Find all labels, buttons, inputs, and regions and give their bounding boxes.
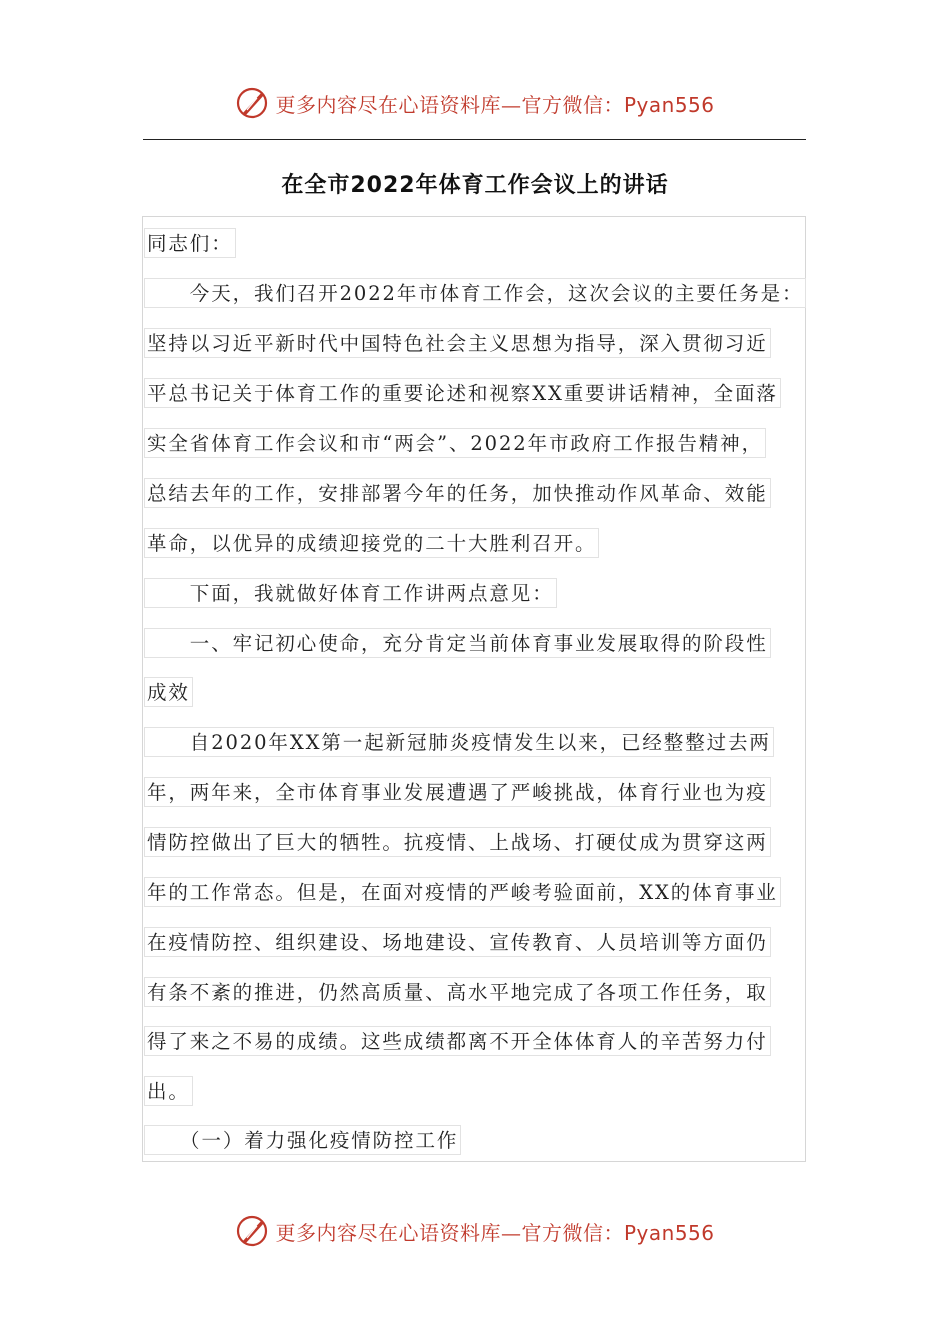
body-line: 出。 <box>144 1076 193 1106</box>
body-line: 实全省体育工作会议和市“两会”、2022年市政府工作报告精神， <box>144 428 766 458</box>
body-line: 同志们： <box>144 228 236 258</box>
header-divider <box>143 139 806 140</box>
banner-text <box>275 89 714 118</box>
banner-dash: — <box>500 1220 522 1245</box>
body-line: 成效 <box>144 677 193 707</box>
banner-slogan: 更多内容尽在心语资料库 <box>275 1220 501 1245</box>
body-line: 坚持以习近平新时代中国特色社会主义思想为指导，深入贯彻习近 <box>144 328 771 358</box>
body-line: 今天，我们召开2022年市体育工作会，这次会议的主要任务是： <box>144 278 806 308</box>
body-line: 一、牢记初心使命，充分肯定当前体育事业发展取得的阶段性 <box>144 628 771 658</box>
body-line: 平总书记关于体育工作的重要论述和视察XX重要讲话精神，全面落 <box>144 378 781 408</box>
banner-dash: — <box>500 92 522 117</box>
body-line: 自2020年XX第一起新冠肺炎疫情发生以来，已经整整过去两 <box>144 727 774 757</box>
quill-logo-icon <box>235 1214 269 1248</box>
body-line: （一）着力强化疫情防控工作 <box>144 1125 461 1155</box>
body-line: 革命，以优异的成绩迎接党的二十大胜利召开。 <box>144 528 599 558</box>
banner-wechat-label: 官方微信： <box>521 1220 624 1245</box>
banner-slogan: 更多内容尽在心语资料库 <box>275 92 501 117</box>
body-line: 总结去年的工作，安排部署今年的任务，加快推动作风革命、效能 <box>144 478 771 508</box>
body-line: 年，两年来，全市体育事业发展遭遇了严峻挑战，体育行业也为疫 <box>144 777 771 807</box>
banner-wechat-id: Pyan556 <box>623 1220 715 1245</box>
body-line: 下面，我就做好体育工作讲两点意见： <box>144 578 557 608</box>
footer-banner <box>0 1211 950 1251</box>
header-banner <box>0 83 950 123</box>
body-line: 有条不紊的推进，仍然高质量、高水平地完成了各项工作任务，取 <box>144 977 771 1007</box>
body-line: 年的工作常态。但是，在面对疫情的严峻考验面前，XX的体育事业 <box>144 877 781 907</box>
body-line: 得了来之不易的成绩。这些成绩都离不开全体体育人的辛苦努力付 <box>144 1026 771 1056</box>
banner-text <box>275 1217 714 1246</box>
body-line: 在疫情防控、组织建设、场地建设、宣传教育、人员培训等方面仍 <box>144 927 771 957</box>
banner-wechat-id: Pyan556 <box>623 92 715 117</box>
quill-logo-icon <box>235 86 269 120</box>
banner-wechat-label: 官方微信： <box>521 92 624 117</box>
body-line: 情防控做出了巨大的牺牲。抗疫情、上战场、打硬仗成为贯穿这两 <box>144 827 771 857</box>
document-title: 在全市2022年体育工作会议上的讲话 <box>281 173 669 198</box>
